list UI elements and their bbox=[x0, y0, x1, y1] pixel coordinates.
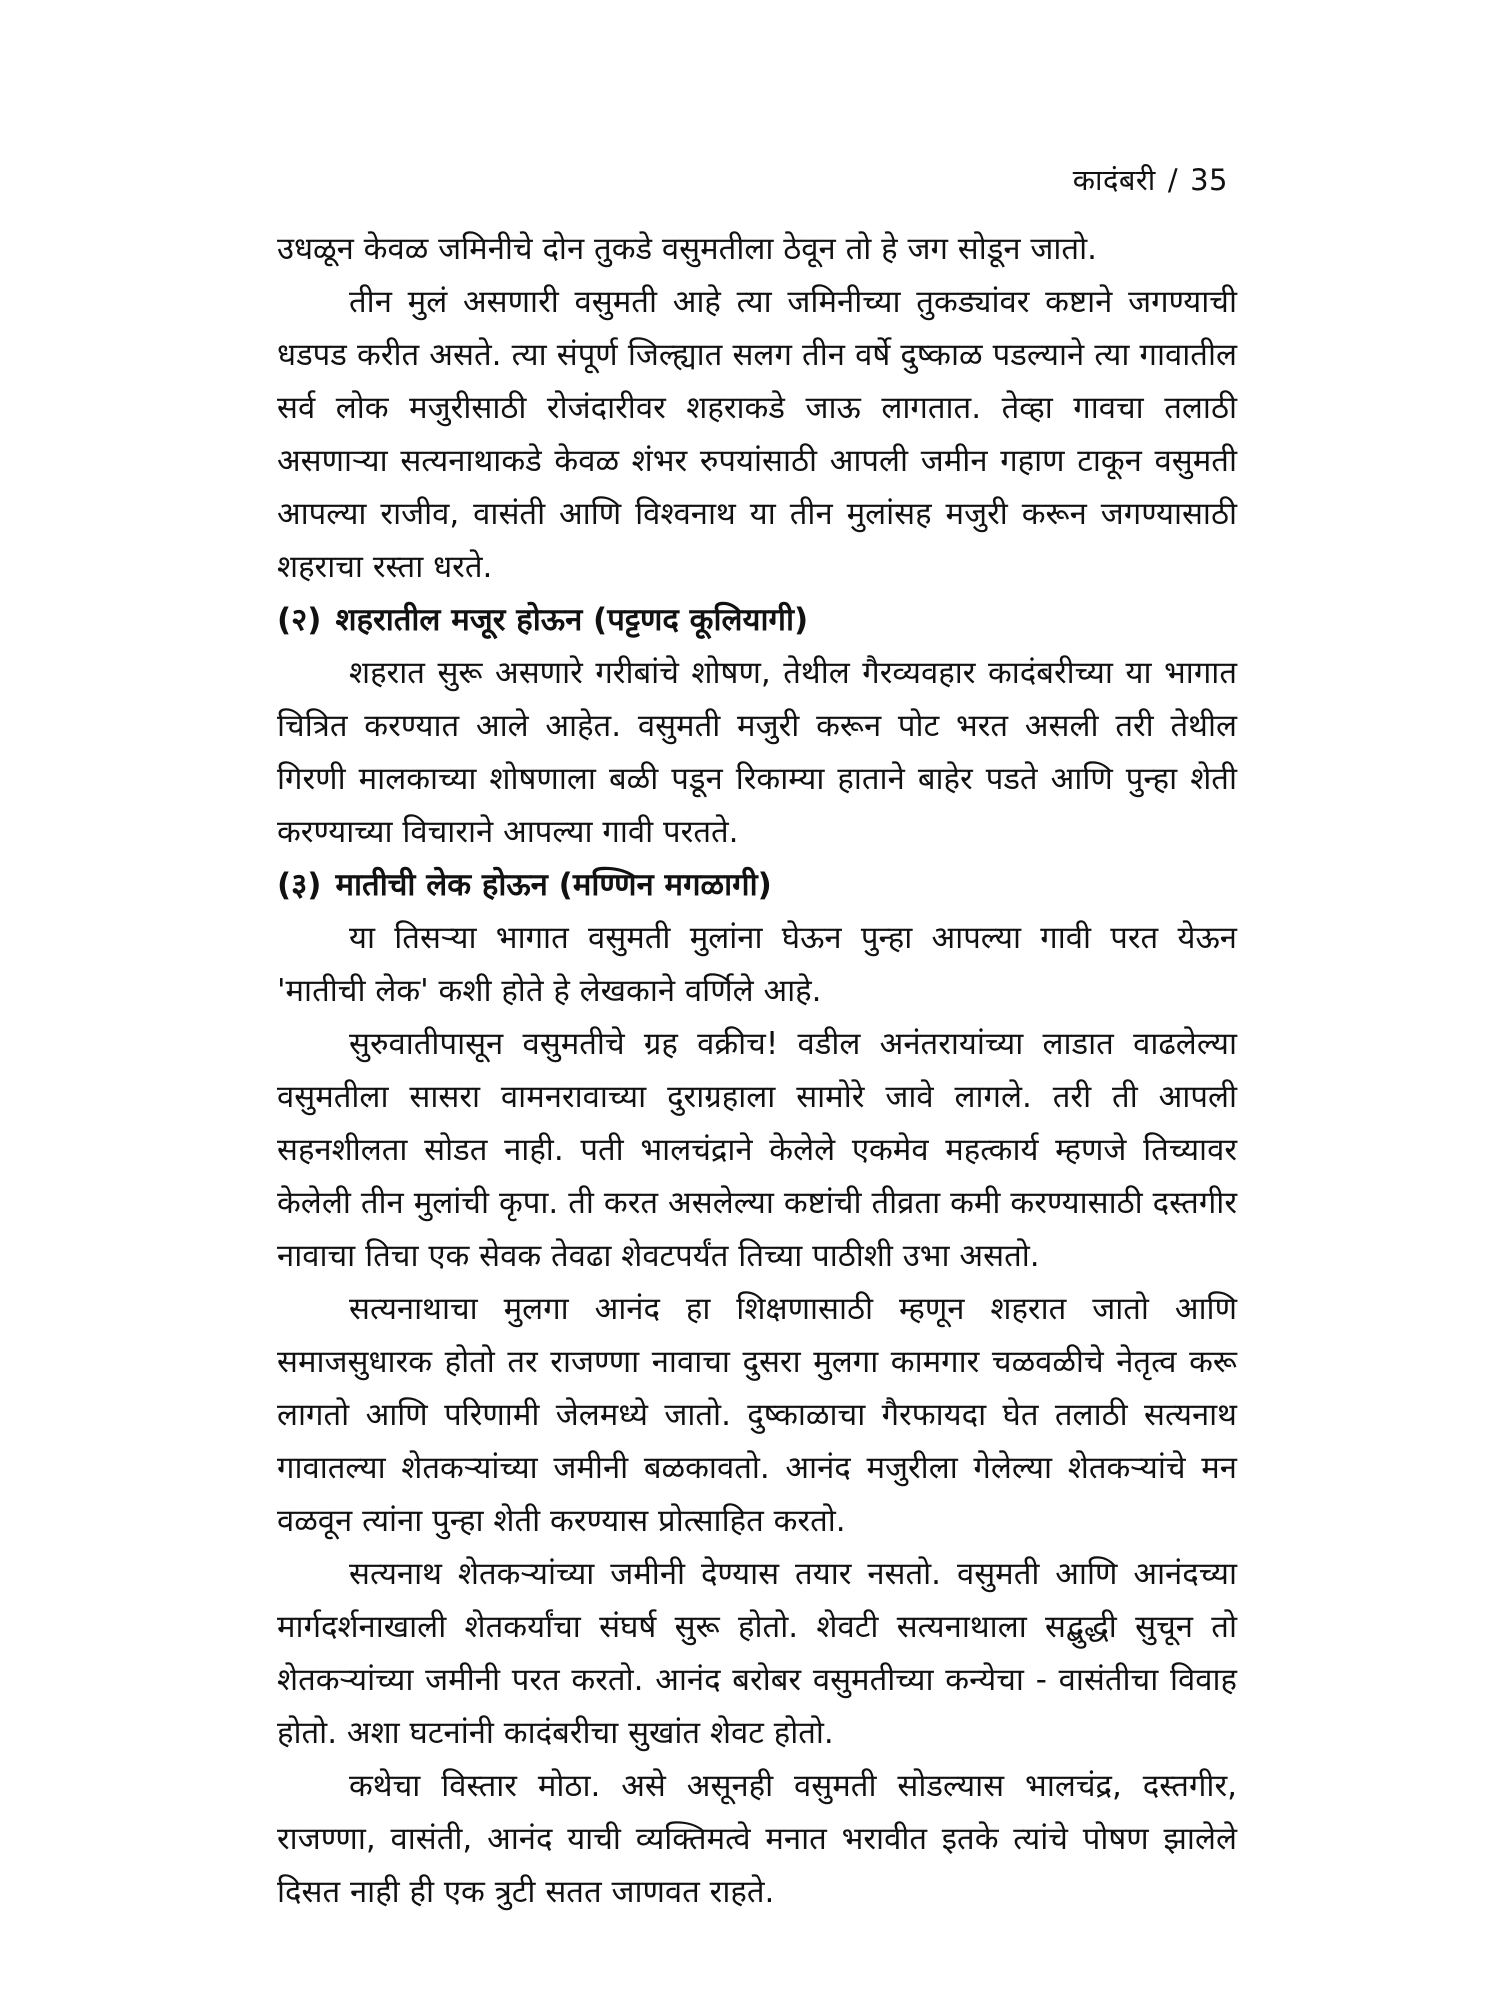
section-number: (२) bbox=[277, 602, 322, 638]
body-text bbox=[277, 223, 1237, 1919]
paragraph: तीन मुलं असणारी वसुमती आहे त्या जमिनीच्या तुकड्यांवर कष्टाने जगण्याची धडपड करीत असते. त्या संपूर्ण जिल्ह्यात सलग तीन वर्षे दुष्काळ पडल्याने त्या गावातील सर्व लोक मजुरीसाठी रोजंदारीवर शहराकडे जाऊ लागतात. तेव्हा गावचा तलाठी असणाऱ्या सत्यनाथाकडे केवळ शंभर रुपयांसाठी आपली जमीन गहाण टाकून वसुमती आपल्या राजीव, वासंती आणि विश्वनाथ या तीन मुलांसह मजुरी करून जगण्यासाठी शहराचा रस्ता धरते. bbox=[277, 284, 1237, 585]
paragraph: सत्यनाथाचा मुलगा आनंद हा शिक्षणासाठी म्हणून शहरात जातो आणि समाजसुधारक होतो तर राजण्णा नावाचा दुसरा मुलगा कामगार चळवळीचे नेतृत्व करू लागतो आणि परिणामी जेलमध्ये जातो. दुष्काळाचा गैरफायदा घेत तलाठी सत्यनाथ गावातल्या शेतकऱ्यांच्या जमीनी बळकावतो. आनंद मजुरीला गेलेल्या शेतकऱ्यांचे मन वळवून त्यांना पुन्हा शेती करण्यास प्रोत्साहित करतो. bbox=[277, 1291, 1237, 1539]
section-title: शहरातील मजूर होऊन (पट्टणद कूलियागी) bbox=[335, 602, 809, 638]
running-head-title: कादंबरी bbox=[1072, 163, 1156, 197]
paragraph: या तिसऱ्या भागात वसुमती मुलांना घेऊन पुन्हा आपल्या गावी परत येऊन 'मातीची लेक' कशी होते हे लेखकाने वर्णिले आहे. bbox=[277, 920, 1237, 1009]
section-heading-2 bbox=[277, 594, 1237, 647]
section-title: मातीची लेक होऊन (मण्णिन मगळागी) bbox=[335, 867, 772, 903]
paragraph: कथेचा विस्तार मोठा. असे असूनही वसुमती सोडल्यास भालचंद्र, दस्तगीर, राजण्णा, वासंती, आनंद याची व्यक्तिमत्वे मनात भरावीत इतके त्यांचे पोषण झालेले दिसत नाही ही एक त्रुटी सतत जाणवत राहते. bbox=[277, 1768, 1237, 1910]
paragraph: सुरुवातीपासून वसुमतीचे ग्रह वक्रीच! वडील अनंतरायांच्या लाडात वाढलेल्या वसुमतीला सासरा वामनरावाच्या दुराग्रहाला सामोरे जावे लागले. तरी ती आपली सहनशीलता सोडत नाही. पती भालचंद्राने केलेले एकमेव महत्कार्य म्हणजे तिच्यावर केलेली तीन मुलांची कृपा. ती करत असलेल्या कष्टांची तीव्रता कमी करण्यासाठी दस्तगीर नावाचा तिचा एक सेवक तेवढा शेवटपर्यंत तिच्या पाठीशी उभा असतो. bbox=[277, 1026, 1237, 1274]
running-head-separator: / bbox=[1167, 163, 1179, 197]
paragraph: सत्यनाथ शेतकऱ्यांच्या जमीनी देण्यास तयार नसतो. वसुमती आणि आनंदच्या मार्गदर्शनाखाली शेतकर्यांचा संघर्ष सुरू होतो. शेवटी सत्यनाथाला सद्बुद्धी सुचून तो शेतकऱ्यांच्या जमीनी परत करतो. आनंद बरोबर वसुमतीच्या कन्येचा - वासंतीचा विवाह होतो. अशा घटनांनी कादंबरीचा सुखांत शेवट होतो. bbox=[277, 1556, 1237, 1751]
running-head bbox=[1073, 160, 1228, 199]
paragraph-continuation: उधळून केवळ जमिनीचे दोन तुकडे वसुमतीला ठेवून तो हे जग सोडून जातो. bbox=[277, 231, 1097, 267]
section-heading-3 bbox=[277, 859, 1237, 912]
paragraph: शहरात सुरू असणारे गरीबांचे शोषण, तेथील गैरव्यवहार कादंबरीच्या या भागात चित्रित करण्यात आले आहेत. वसुमती मजुरी करून पोट भरत असली तरी तेथील गिरणी मालकाच्या शोषणाला बळी पडून रिकाम्या हाताने बाहेर पडते आणि पुन्हा शेती करण्याच्या विचाराने आपल्या गावी परतते. bbox=[277, 655, 1237, 850]
page-number: 35 bbox=[1190, 163, 1228, 197]
section-number: (३) bbox=[277, 867, 322, 903]
